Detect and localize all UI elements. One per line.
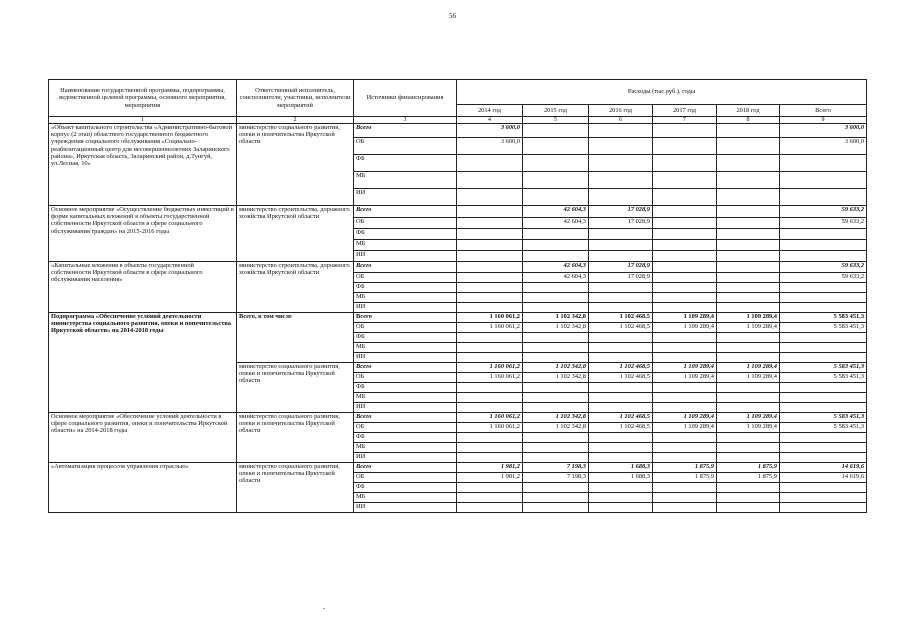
funding-source-cell: ИИ xyxy=(354,503,457,513)
year-value-cell xyxy=(523,453,589,463)
year-value-cell: 1 102 468,5 xyxy=(589,373,653,383)
year-value-cell xyxy=(589,189,653,206)
year-value-cell xyxy=(589,333,653,343)
year-value-cell xyxy=(717,172,780,189)
total-value-cell: 5 583 451,3 xyxy=(780,323,867,333)
funding-source-cell: МБ xyxy=(354,172,457,189)
funding-source-cell: МБ xyxy=(354,493,457,503)
funding-source-cell: ОБ xyxy=(354,323,457,333)
year-value-cell: 1 102 468,5 xyxy=(589,313,653,323)
funding-source-cell: Всего xyxy=(354,463,457,473)
year-value-cell xyxy=(457,273,523,283)
year-value-cell: 1 109 289,4 xyxy=(653,423,717,433)
year-value-cell xyxy=(653,251,717,262)
year-value-cell: 1 875,9 xyxy=(717,463,780,473)
column-number: 5 xyxy=(523,117,589,124)
year-value-cell xyxy=(653,189,717,206)
total-value-cell xyxy=(780,493,867,503)
funding-source-cell: ОБ xyxy=(354,138,457,155)
year-value-cell xyxy=(457,493,523,503)
column-number: 9 xyxy=(780,117,867,124)
year-value-cell xyxy=(653,206,717,218)
funding-source-cell: ОБ xyxy=(354,423,457,433)
year-value-cell: 1 160 061,2 xyxy=(457,413,523,423)
table-row xyxy=(49,463,867,473)
total-value-cell: 14 619,6 xyxy=(780,473,867,483)
year-value-cell: 42 604,3 xyxy=(523,262,589,273)
year-value-cell xyxy=(589,403,653,413)
total-value-cell: 14 619,6 xyxy=(780,463,867,473)
year-value-cell xyxy=(457,333,523,343)
funding-source-cell: ОБ xyxy=(354,373,457,383)
total-value-cell xyxy=(780,293,867,303)
year-value-cell xyxy=(717,262,780,273)
year-value-cell xyxy=(717,229,780,240)
total-value-cell: 59 633,2 xyxy=(780,206,867,218)
col-header-year: 2015 год xyxy=(523,105,589,117)
year-value-cell xyxy=(717,283,780,293)
year-value-cell: 17 028,9 xyxy=(589,218,653,229)
year-value-cell xyxy=(457,343,523,353)
year-value-cell xyxy=(589,124,653,138)
total-value-cell xyxy=(780,503,867,513)
year-value-cell xyxy=(653,403,717,413)
year-value-cell xyxy=(457,189,523,206)
year-value-cell xyxy=(717,189,780,206)
year-value-cell: 1 109 289,4 xyxy=(717,373,780,383)
year-value-cell: 1 981,2 xyxy=(457,463,523,473)
year-value-cell: 1 109 289,4 xyxy=(653,323,717,333)
table-header xyxy=(49,80,867,124)
year-value-cell xyxy=(589,353,653,363)
funding-source-cell: ФБ xyxy=(354,333,457,343)
program-name-cell: «Капитальные вложения в объекты государственной собственности Иркутской области в сфере социального обслуживания населения» xyxy=(49,262,237,313)
year-value-cell xyxy=(717,493,780,503)
year-value-cell xyxy=(717,503,780,513)
year-value-cell: 1 102 468,5 xyxy=(589,363,653,373)
year-value-cell: 1 981,2 xyxy=(457,473,523,483)
funding-source-cell: ИИ xyxy=(354,303,457,313)
total-value-cell xyxy=(780,333,867,343)
year-value-cell xyxy=(717,155,780,172)
funding-source-cell: ФБ xyxy=(354,229,457,240)
total-value-cell: 5 583 451,3 xyxy=(780,363,867,373)
year-value-cell xyxy=(457,483,523,493)
year-value-cell: 1 102 342,8 xyxy=(523,373,589,383)
year-value-cell xyxy=(653,343,717,353)
year-value-cell xyxy=(523,138,589,155)
year-value-cell: 1 160 061,2 xyxy=(457,423,523,433)
year-value-cell: 1 688,3 xyxy=(589,473,653,483)
year-value-cell xyxy=(717,124,780,138)
year-value-cell xyxy=(523,155,589,172)
column-number: 8 xyxy=(717,117,780,124)
year-value-cell xyxy=(523,303,589,313)
year-value-cell xyxy=(717,393,780,403)
year-value-cell xyxy=(717,251,780,262)
executor-cell: Всего, в том числе xyxy=(237,313,354,363)
funding-source-cell: ФБ xyxy=(354,383,457,393)
funding-source-cell: ОБ xyxy=(354,273,457,283)
year-value-cell xyxy=(457,453,523,463)
year-value-cell xyxy=(653,493,717,503)
year-value-cell: 1 102 342,8 xyxy=(523,363,589,373)
total-value-cell xyxy=(780,443,867,453)
total-value-cell xyxy=(780,155,867,172)
year-value-cell xyxy=(523,229,589,240)
year-value-cell xyxy=(589,443,653,453)
year-value-cell xyxy=(653,303,717,313)
column-number: 3 xyxy=(354,117,457,124)
year-value-cell xyxy=(717,433,780,443)
page-number: 56 xyxy=(449,12,456,20)
executor-cell: министерство социального развития, опеки и попечительства Иркутской области xyxy=(237,363,354,413)
year-value-cell xyxy=(653,124,717,138)
total-value-cell: 3 600,0 xyxy=(780,124,867,138)
year-value-cell xyxy=(653,262,717,273)
col-header-expenses: Расходы (тыс.руб.), годы xyxy=(457,80,867,105)
year-value-cell xyxy=(589,343,653,353)
total-value-cell: 59 633,2 xyxy=(780,273,867,283)
year-value-cell xyxy=(589,172,653,189)
year-value-cell: 1 109 289,4 xyxy=(717,313,780,323)
year-value-cell xyxy=(589,433,653,443)
funding-source-cell: Всего xyxy=(354,363,457,373)
year-value-cell xyxy=(523,483,589,493)
program-name-cell: «Автоматизация процессов управления отраслью» xyxy=(49,463,237,513)
year-value-cell xyxy=(457,353,523,363)
total-value-cell xyxy=(780,189,867,206)
executor-cell: министерство строительства, дорожного хозяйства Иркутской области xyxy=(237,262,354,313)
year-value-cell xyxy=(523,403,589,413)
year-value-cell xyxy=(589,229,653,240)
col-header-year: 2016 год xyxy=(589,105,653,117)
funding-source-cell: ФБ xyxy=(354,283,457,293)
year-value-cell: 1 109 289,4 xyxy=(717,423,780,433)
year-value-cell xyxy=(653,229,717,240)
col-header-total: Всего xyxy=(780,105,867,117)
year-value-cell xyxy=(717,273,780,283)
executor-cell: министерство строительства, дорожного хозяйства Иркутской области xyxy=(237,206,354,262)
total-value-cell: 5 583 451,3 xyxy=(780,423,867,433)
table-row xyxy=(49,313,867,323)
year-value-cell xyxy=(523,283,589,293)
table-row xyxy=(49,124,867,138)
year-value-cell: 1 102 342,8 xyxy=(523,423,589,433)
year-value-cell xyxy=(717,293,780,303)
funding-source-cell: ИИ xyxy=(354,251,457,262)
column-number: 1 xyxy=(49,117,237,124)
year-value-cell xyxy=(653,353,717,363)
year-value-cell xyxy=(653,443,717,453)
year-value-cell: 1 102 342,8 xyxy=(523,323,589,333)
program-name-cell: Основное мероприятие «Осуществление бюджетных инвестиций в форме капитальных вложений в объекты государственной собственности Иркутской области в сфере социального обслуживания граждан» на 2015-2016 годы xyxy=(49,206,237,262)
col-header-source: Источники финансирования xyxy=(354,80,457,117)
year-value-cell xyxy=(653,293,717,303)
year-value-cell xyxy=(717,333,780,343)
funding-source-cell: ИИ xyxy=(354,353,457,363)
year-value-cell: 17 028,9 xyxy=(589,273,653,283)
year-value-cell xyxy=(523,493,589,503)
year-value-cell xyxy=(589,393,653,403)
funding-source-cell: Всего xyxy=(354,206,457,218)
program-name-cell: «Объект капитального строительства «Административно-бытовой корпус (2 этап) областного государственного бюджетного учреждения социального обслуживания «Социально-реабилитационный центр для несовершеннолетних Заларинского района», Иркутская область, Заларинский район, д.Тунгуй, ул.Лесная, 10» xyxy=(49,124,237,206)
year-value-cell xyxy=(589,240,653,251)
funding-source-cell: МБ xyxy=(354,293,457,303)
executor-cell: министерство социального развития, опеки и попечительства Иркутской области xyxy=(237,124,354,206)
funding-source-cell: Всего xyxy=(354,413,457,423)
year-value-cell xyxy=(523,343,589,353)
total-value-cell: 3 600,0 xyxy=(780,138,867,155)
year-value-cell xyxy=(589,453,653,463)
year-value-cell xyxy=(523,433,589,443)
col-header-executor: Ответственный исполнитель, соисполнители, участники, исполнители мероприятий xyxy=(237,80,354,117)
year-value-cell xyxy=(457,393,523,403)
funding-source-cell: МБ xyxy=(354,240,457,251)
year-value-cell xyxy=(717,453,780,463)
year-value-cell xyxy=(457,206,523,218)
year-value-cell: 1 109 289,4 xyxy=(653,413,717,423)
year-value-cell xyxy=(457,229,523,240)
year-value-cell xyxy=(523,393,589,403)
total-value-cell xyxy=(780,393,867,403)
program-name-cell: Основное мероприятие «Обеспечение условий деятельности в сфере социального развития, опеки и попечительства Иркутской области» на 2014-2018 годы xyxy=(49,413,237,463)
year-value-cell xyxy=(457,403,523,413)
executor-cell: министерство социального развития, опеки и попечительства Иркутской области xyxy=(237,413,354,463)
year-value-cell xyxy=(457,155,523,172)
year-value-cell xyxy=(457,383,523,393)
total-value-cell xyxy=(780,433,867,443)
total-value-cell xyxy=(780,303,867,313)
year-value-cell: 17 028,9 xyxy=(589,262,653,273)
funding-source-cell: ИИ xyxy=(354,189,457,206)
year-value-cell xyxy=(653,393,717,403)
year-value-cell xyxy=(717,353,780,363)
year-value-cell xyxy=(457,433,523,443)
year-value-cell: 7 198,3 xyxy=(523,463,589,473)
year-value-cell xyxy=(717,343,780,353)
year-value-cell xyxy=(523,189,589,206)
year-value-cell xyxy=(523,172,589,189)
column-number-row xyxy=(49,117,867,124)
year-value-cell xyxy=(717,443,780,453)
year-value-cell: 1 102 342,8 xyxy=(523,413,589,423)
year-value-cell: 42 604,3 xyxy=(523,273,589,283)
year-value-cell xyxy=(653,503,717,513)
year-value-cell: 3 600,0 xyxy=(457,138,523,155)
year-value-cell xyxy=(589,303,653,313)
col-header-year: 2014 год xyxy=(457,105,523,117)
total-value-cell xyxy=(780,283,867,293)
total-value-cell xyxy=(780,229,867,240)
year-value-cell xyxy=(653,333,717,343)
year-value-cell xyxy=(589,493,653,503)
year-value-cell: 1 109 289,4 xyxy=(653,373,717,383)
year-value-cell: 1 688,3 xyxy=(589,463,653,473)
year-value-cell xyxy=(457,262,523,273)
year-value-cell: 1 109 289,4 xyxy=(653,313,717,323)
year-value-cell xyxy=(457,503,523,513)
funding-source-cell: Всего xyxy=(354,124,457,138)
year-value-cell xyxy=(523,383,589,393)
year-value-cell xyxy=(523,333,589,343)
year-value-cell xyxy=(457,172,523,189)
column-number: 7 xyxy=(653,117,717,124)
table-row xyxy=(49,262,867,273)
total-value-cell: 5 583 451,3 xyxy=(780,313,867,323)
col-header-name: Наименование государственной программы, подпрограммы, ведомственной целевой программы, основного мероприятия, мероприятия xyxy=(49,80,237,117)
year-value-cell xyxy=(653,483,717,493)
funding-source-cell: ОБ xyxy=(354,473,457,483)
year-value-cell xyxy=(457,443,523,453)
year-value-cell xyxy=(523,124,589,138)
year-value-cell xyxy=(653,433,717,443)
year-value-cell xyxy=(653,155,717,172)
year-value-cell xyxy=(653,383,717,393)
year-value-cell xyxy=(457,251,523,262)
year-value-cell: 3 600,0 xyxy=(457,124,523,138)
year-value-cell xyxy=(457,283,523,293)
funding-source-cell: ФБ xyxy=(354,433,457,443)
year-value-cell: 1 875,9 xyxy=(653,473,717,483)
total-value-cell xyxy=(780,383,867,393)
year-value-cell xyxy=(653,218,717,229)
year-value-cell xyxy=(717,218,780,229)
column-number: 2 xyxy=(237,117,354,124)
funding-source-cell: ИИ xyxy=(354,403,457,413)
funding-source-cell: МБ xyxy=(354,343,457,353)
total-value-cell xyxy=(780,453,867,463)
year-value-cell xyxy=(589,383,653,393)
column-number: 4 xyxy=(457,117,523,124)
total-value-cell xyxy=(780,403,867,413)
year-value-cell: 1 109 289,4 xyxy=(653,363,717,373)
year-value-cell: 1 102 468,5 xyxy=(589,323,653,333)
year-value-cell: 1 102 468,5 xyxy=(589,423,653,433)
year-value-cell xyxy=(523,251,589,262)
total-value-cell: 5 583 451,3 xyxy=(780,413,867,423)
table-row xyxy=(49,206,867,218)
funding-source-cell: Всего xyxy=(354,262,457,273)
year-value-cell xyxy=(717,240,780,251)
year-value-cell: 1 160 061,2 xyxy=(457,363,523,373)
total-value-cell xyxy=(780,483,867,493)
year-value-cell: 1 102 468,5 xyxy=(589,413,653,423)
year-value-cell: 42 604,3 xyxy=(523,206,589,218)
year-value-cell: 1 875,9 xyxy=(653,463,717,473)
year-value-cell xyxy=(523,503,589,513)
year-value-cell xyxy=(589,503,653,513)
year-value-cell xyxy=(457,303,523,313)
total-value-cell: 5 583 451,3 xyxy=(780,373,867,383)
expenses-table xyxy=(48,79,867,513)
scan-mark xyxy=(323,608,325,609)
total-value-cell xyxy=(780,353,867,363)
total-value-cell xyxy=(780,251,867,262)
year-value-cell xyxy=(717,383,780,393)
year-value-cell: 1 109 289,4 xyxy=(717,323,780,333)
year-value-cell: 17 028,9 xyxy=(589,206,653,218)
year-value-cell: 1 160 061,2 xyxy=(457,323,523,333)
total-value-cell xyxy=(780,240,867,251)
total-value-cell: 59 633,2 xyxy=(780,218,867,229)
year-value-cell xyxy=(523,240,589,251)
year-value-cell: 42 604,3 xyxy=(523,218,589,229)
year-value-cell xyxy=(717,303,780,313)
year-value-cell xyxy=(589,283,653,293)
total-value-cell: 59 633,2 xyxy=(780,262,867,273)
year-value-cell xyxy=(457,218,523,229)
table-row xyxy=(49,413,867,423)
year-value-cell xyxy=(457,240,523,251)
total-value-cell xyxy=(780,172,867,189)
year-value-cell xyxy=(457,293,523,303)
funding-source-cell: ФБ xyxy=(354,483,457,493)
year-value-cell xyxy=(653,283,717,293)
year-value-cell xyxy=(523,443,589,453)
year-value-cell xyxy=(589,138,653,155)
year-value-cell xyxy=(589,293,653,303)
year-value-cell: 7 198,3 xyxy=(523,473,589,483)
year-value-cell xyxy=(717,206,780,218)
funding-source-cell: МБ xyxy=(354,443,457,453)
year-value-cell xyxy=(717,138,780,155)
year-value-cell: 1 109 289,4 xyxy=(717,363,780,373)
col-header-year: 2018 год xyxy=(717,105,780,117)
funding-source-cell: ФБ xyxy=(354,155,457,172)
year-value-cell xyxy=(717,403,780,413)
funding-source-cell: Всего xyxy=(354,313,457,323)
year-value-cell: 1 109 289,4 xyxy=(717,413,780,423)
funding-source-cell: ИИ xyxy=(354,453,457,463)
year-value-cell xyxy=(717,483,780,493)
executor-cell: министерство социального развития, опеки и попечительства Иркутской области xyxy=(237,463,354,513)
column-number: 6 xyxy=(589,117,653,124)
year-value-cell: 1 875,9 xyxy=(717,473,780,483)
year-value-cell: 1 102 342,8 xyxy=(523,313,589,323)
year-value-cell xyxy=(523,353,589,363)
year-value-cell xyxy=(589,483,653,493)
year-value-cell: 1 160 061,2 xyxy=(457,313,523,323)
year-value-cell xyxy=(653,138,717,155)
year-value-cell xyxy=(653,172,717,189)
year-value-cell xyxy=(653,273,717,283)
col-header-year: 2017 год xyxy=(653,105,717,117)
year-value-cell xyxy=(589,155,653,172)
year-value-cell xyxy=(653,453,717,463)
funding-source-cell: МБ xyxy=(354,393,457,403)
program-name-cell: Подпрограмма «Обеспечение условий деятельности министерства социального развития, опеки и попечительства Иркутской области» на 2014-2018 годы xyxy=(49,313,237,413)
year-value-cell xyxy=(589,251,653,262)
table-body xyxy=(49,124,867,513)
year-value-cell: 1 160 061,2 xyxy=(457,373,523,383)
year-value-cell xyxy=(653,240,717,251)
total-value-cell xyxy=(780,343,867,353)
year-value-cell xyxy=(523,293,589,303)
funding-source-cell: ОБ xyxy=(354,218,457,229)
